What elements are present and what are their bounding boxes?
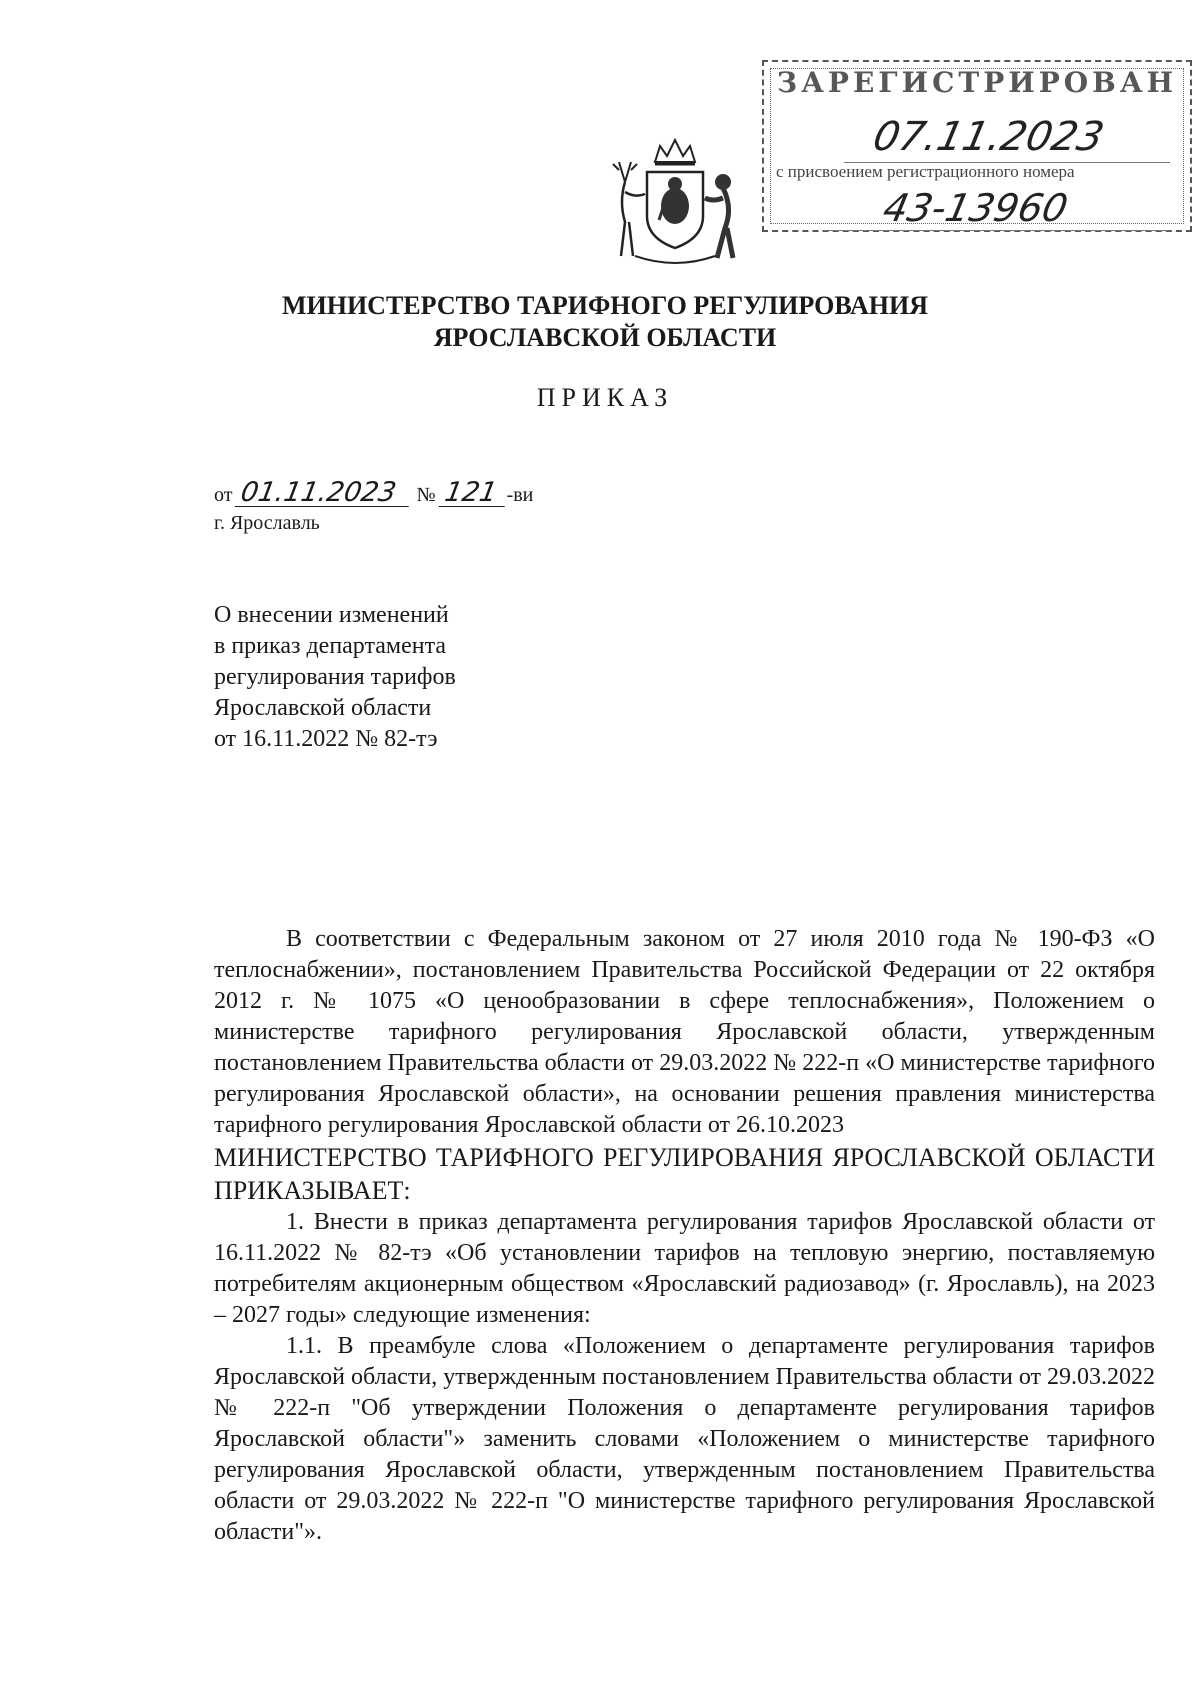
subject-line: регулирования тарифов [214,664,456,690]
stamp-date: 07.11.2023 [869,114,1108,160]
stamp-caption: с присвоением регистрационного номера [776,162,1075,181]
ministry-line-1: МИНИСТЕРСТВО ТАРИФНОГО РЕГУЛИРОВАНИЯ [281,291,929,320]
ministry-line-2: ЯРОСЛАВСКОЙ ОБЛАСТИ [433,323,777,352]
subject-line: О внесении изменений [214,602,449,628]
subject-line: в приказ департамента [214,633,447,659]
stamp-title: ЗАРЕГИСТРИРОВАН [776,66,1178,99]
document-type: ПРИКАЗ [536,383,674,412]
order-clause: МИНИСТЕРСТВО ТАРИФНОГО РЕГУЛИРОВАНИЯ ЯРОСЛАВСКОЙ ОБЛАСТИ ПРИКАЗЫВАЕТ: [214,1143,1155,1205]
subject-line: от 16.11.2022 № 82-тэ [214,726,438,752]
stamp-number: 43-13960 [879,186,1072,230]
from-label: от [214,484,233,506]
number-suffix: -ви [506,484,534,506]
order-city: г. Ярославль [214,512,320,534]
subject-line: Ярославской области [214,695,432,721]
order-number: 121 [438,480,509,507]
item-1-paragraph: 1. Внести в приказ департамента регулирования тарифов Ярославской области от 16.11.2022 № 82-тэ «Об установлении тарифов на тепловую энергию, поставляемую потребителям акционерным обществом «Ярославский радиозавод» (г. Ярославль), на 2023 – 2027 годы» следующие изменения: [214,1209,1155,1328]
order-date-line [214,477,534,509]
order-subject [214,600,544,755]
ministry-name [200,290,1010,354]
item-1-1-paragraph: 1.1. В преамбуле слова «Положением о департаменте регулирования тарифов Ярославской области, утвержденным постановлением Правительства области от 29.03.2022 № 222-п "Об утверждении Положения о департаменте регулирования тарифов Ярославской области"» заменить словами «Положением о министерстве тарифного регулирования Ярославской области, утвержденным постановлением Правительства области от 29.03.2022 № 222-п "О министерстве тарифного регулирования Ярославской области"». [214,1333,1155,1545]
number-label: № [416,484,436,506]
order-body [214,924,1155,1548]
preamble-paragraph: В соответствии с Федеральным законом от 27 июля 2010 года № 190-ФЗ «О теплоснабжении», постановлением Правительства Российской Федерации от 22 октября 2012 г. № 1075 «О ценообразовании в сфере теплоснабжения», Положением о министерстве тарифного регулирования Ярославской области, утвержденным постановлением Правительства области от 29.03.2022 № 222-п «О министерстве тарифного регулирования Ярославской области», на основании решения правления министерства тарифного регулирования Ярославской области от 26.10.2023 [214,926,1155,1138]
registration-stamp [762,60,1192,232]
order-meta [214,477,534,537]
order-date: 01.11.2023 [235,480,414,507]
coat-of-arms-icon [605,132,745,272]
